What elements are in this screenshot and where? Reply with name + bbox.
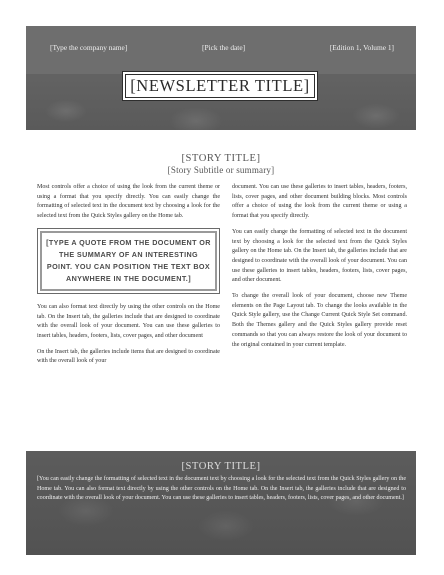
footer-story-title[interactable]: [STORY TITLE] xyxy=(181,461,261,472)
story-subtitle[interactable]: [Story Subtitle or summary] xyxy=(167,165,275,175)
newsletter-title: [NEWSLETTER TITLE] xyxy=(130,76,310,95)
footer-story-text[interactable]: [You can easily change the formatting of selected text in the document text by choosing a look for the selected text from the Quick Styles gallery on the Home tab. You can also format text directly by using the other controls on the Home tab. On the Insert tab, the galleries include that are designed to coordinate with the overall look of your document. You can use these galleries to insert tables, headers, footers, lists, cover pages, and other document.] xyxy=(37,476,406,502)
pull-quote-text: [TYPE A QUOTE FROM THE DOCUMENT OR THE SUMMARY OF AN INTERESTING POINT. YOU CAN POSITION THE TEXT BOX ANYWHERE IN THE DOCUMENT.] xyxy=(40,231,217,291)
pull-quote-box[interactable] xyxy=(37,228,220,294)
body-paragraph: To change the overall look of your document, choose new Theme elements on the Page Layout tab. To change the looks available in the Quick Style gallery, use the Change Current Quick Style Set command. Both the Themes gallery and the Quick Styles gallery provide reset commands so that you can always restore the look of your document to the original contained in your current template. xyxy=(232,293,407,348)
footer-story-band xyxy=(26,451,416,555)
body-paragraph: You can easily change the formatting of selected text in the document text by choosing a look for the selected text from the Quick Styles gallery on the Home tab. On the Insert tab, the galleries include that are designed to coordinate with the overall look of your document. You can use these galleries to insert tables, headers, footers, lists, cover pages, and other document. xyxy=(232,228,407,284)
body-paragraph: You can also format text directly by using the other controls on the Home tab. On the Insert tab, the galleries include that are designed to coordinate with the overall look of your document. You can use these galleries to insert tables, headers, footers, lists, cover pages, and other document xyxy=(37,303,220,339)
date-field[interactable]: [Pick the date] xyxy=(202,43,246,52)
story-title[interactable]: [STORY TITLE] xyxy=(181,153,261,164)
body-paragraph: document. You can use these galleries to insert tables, headers, footers, lists, cover pages, and other document building blocks. Most controls offer a choice of using the look from the current theme or using a format that you specify directly. xyxy=(232,184,407,220)
body-paragraph: Most controls offer a choice of using the look from the current theme or using a format that you specify directly. You can easily change the formatting of selected text in the document text by choosing a look for the selected text from the Quick Styles gallery on the Home tab. xyxy=(37,184,220,220)
company-name-field[interactable]: [Type the company name] xyxy=(50,43,128,52)
body-paragraph: On the Insert tab, the galleries include items that are designed to coordinate with the overall look of your xyxy=(37,348,220,365)
newsletter-header xyxy=(26,26,416,130)
edition-field[interactable]: [Edition 1, Volume 1] xyxy=(329,43,394,52)
story-right-column xyxy=(232,183,407,356)
newsletter-title-box[interactable] xyxy=(122,71,318,101)
story-left-column xyxy=(37,183,220,373)
